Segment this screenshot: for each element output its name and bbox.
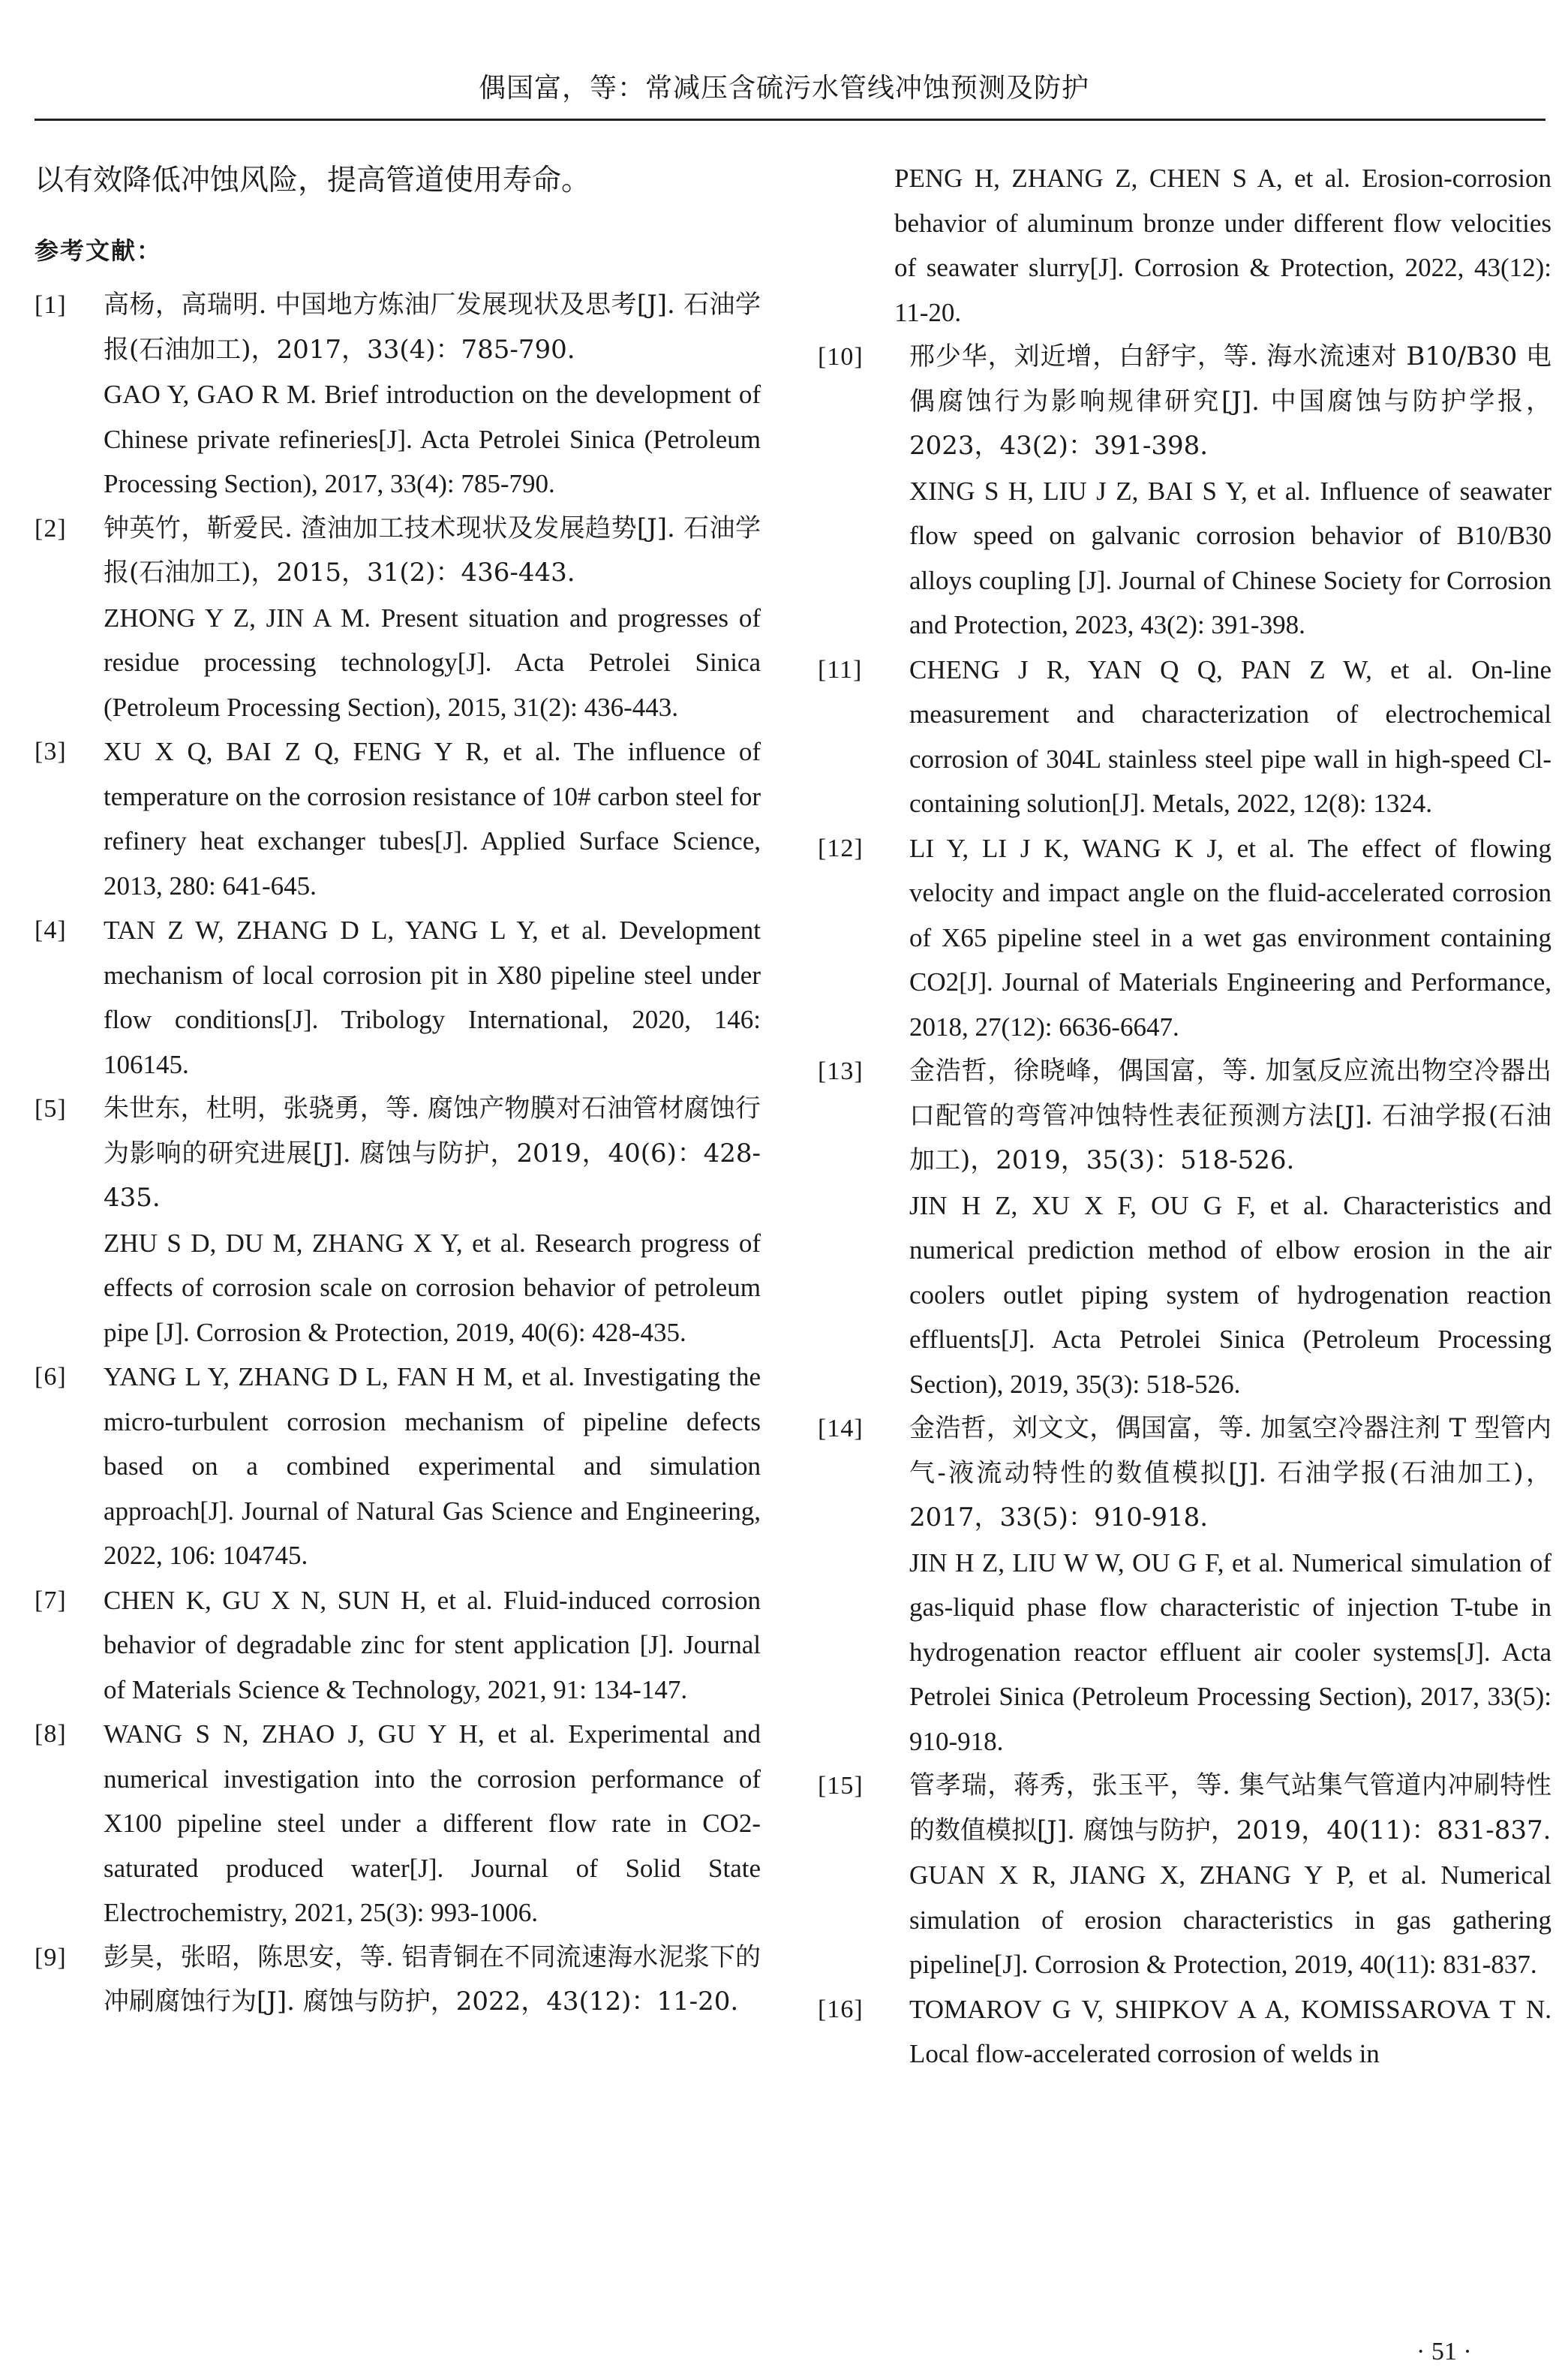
- reference-number: [11]: [818, 655, 863, 684]
- reference-en: JIN H Z, XU X F, OU G F, et al. Characteristics and numerical prediction method of elbow erosion in the air coolers outlet piping system of hydrogenation reaction effluents[J]. Acta Petrolei Sinica (Petroleum Processing Section), 2019, 35(3): 518-526.: [909, 1190, 1551, 1399]
- reference-2: [35, 507, 761, 730]
- reference-cn: 邢少华，刘近增，白舒宇，等. 海水流速对 B10/B30 电偶腐蚀行为影响规律研究[J]. 中国腐蚀与防护学报，2023，43(2)：391-398.: [909, 341, 1551, 461]
- reference-number: [6]: [35, 1363, 67, 1391]
- reference-number: [3]: [35, 738, 67, 765]
- reference-number: [4]: [35, 916, 67, 944]
- references-heading: 参考文献：: [35, 236, 163, 265]
- reference-cn: 高杨，高瑞明. 中国地方炼油厂发展现状及思考[J]. 石油学报(石油加工)，2017，33(4)：785-790.: [104, 290, 761, 365]
- reference-number: [1]: [35, 291, 67, 319]
- reference-16: [818, 1987, 1551, 2077]
- reference-5: [35, 1087, 761, 1355]
- reference-en: CHEN K, GU X N, SUN H, et al. Fluid-induced corrosion behavior of degradable zinc for stent application [J]. Journal of Materials Science & Technology, 2021, 91: 134-147.: [104, 1585, 761, 1704]
- reference-number: [12]: [818, 834, 864, 862]
- reference-en: ZHONG Y Z, JIN A M. Present situation and progresses of residue processing technology[J]. Acta Petrolei Sinica (Petroleum Processing Section), 2015, 31(2): 436-443.: [104, 603, 761, 722]
- reference-6: [35, 1355, 761, 1578]
- reference-en: TOMAROV G V, SHIPKOV A A, KOMISSAROVA T N. Local flow-accelerated corrosion of welds in: [909, 1994, 1551, 2068]
- reference-en: GUAN X R, JIANG X, ZHANG Y P, et al. Numerical simulation of erosion characteristics in gas gathering pipeline[J]. Corrosion & Protection, 2019, 40(11): 831-837.: [909, 1860, 1551, 1979]
- reference-number: [13]: [818, 1057, 864, 1085]
- reference-14: [818, 1406, 1551, 1764]
- reference-15: [818, 1764, 1551, 1987]
- reference-cn: 金浩哲，徐晓峰，偶国富，等. 加氢反应流出物空冷器出口配管的弯管冲蚀特性表征预测方法[J]. 石油学报(石油加工)，2019，35(3)：518-526.: [909, 1056, 1551, 1175]
- reference-13: [818, 1049, 1551, 1406]
- reference-number: [2]: [35, 514, 67, 543]
- header-rule: [35, 119, 1545, 121]
- reference-number: [15]: [818, 1772, 864, 1800]
- reference-number: [9]: [35, 1943, 67, 1971]
- reference-en: JIN H Z, LIU W W, OU G F, et al. Numerical simulation of gas-liquid phase flow characteristic of injection T-tube in hydrogenation reactor effluent air cooler systems[J]. Acta Petrolei Sinica (Petroleum Processing Section), 2017, 33(5): 910-918.: [909, 1547, 1551, 1756]
- right-column: [818, 156, 1551, 2077]
- reference-9-continued: [818, 156, 1551, 335]
- page-number: · 51 ·: [1416, 2338, 1472, 2365]
- left-column: [35, 150, 761, 2025]
- reference-number: [5]: [35, 1095, 67, 1123]
- reference-cn: 彭昊，张昭，陈思安，等. 铝青铜在不同流速海水泥浆下的冲刷腐蚀行为[J]. 腐蚀与防护，2022，43(12)：11-20.: [104, 1941, 761, 2017]
- reference-cn: 金浩哲，刘文文，偶国富，等. 加氢空冷器注剂 T 型管内气-液流动特性的数值模拟[J]. 石油学报(石油加工)，2017，33(5)：910-918.: [909, 1413, 1551, 1532]
- reference-en: XING S H, LIU J Z, BAI S Y, et al. Influence of seawater flow speed on galvanic corrosion behavior of B10/B30 alloys coupling [J]. Journal of Chinese Society for Corrosion and Protection, 2023, 43(2): 391-398.: [909, 476, 1551, 639]
- reference-3: [35, 729, 761, 908]
- reference-cn: 管孝瑞，蒋秀，张玉平，等. 集气站集气管道内冲刷特性的数值模拟[J]. 腐蚀与防护，2019，40(11)：831-837.: [909, 1770, 1551, 1845]
- reference-en: XU X Q, BAI Z Q, FENG Y R, et al. The influence of temperature on the corrosion resistance of 10# carbon steel for refinery heat exchanger tubes[J]. Applied Surface Science, 2013, 280: 641-645.: [104, 737, 761, 901]
- running-header: 偶国富，等：常减压含硫污水管线冲蚀预测及防护: [478, 73, 1089, 104]
- reference-en: YANG L Y, ZHANG D L, FAN H M, et al. Investigating the micro-turbulent corrosion mechanism of pipeline defects based on a combined experimental and simulation approach[J]. Journal of Natural Gas Science and Engineering, 2022, 106: 104745.: [104, 1362, 761, 1570]
- reference-4: [35, 908, 761, 1087]
- reference-9: [35, 1935, 761, 2025]
- reference-cn: 朱世东，杜明，张骁勇，等. 腐蚀产物膜对石油管材腐蚀行为影响的研究进展[J]. 腐蚀与防护，2019，40(6)：428-435.: [104, 1093, 761, 1213]
- reference-en: GAO Y, GAO R M. Brief introduction on the development of Chinese private refineries[J]. Acta Petrolei Sinica (Petroleum Processing Section), 2017, 33(4): 785-790.: [104, 380, 761, 498]
- reference-en: CHENG J R, YAN Q Q, PAN Z W, et al. On-line measurement and characterization of electrochemical corrosion of 304L stainless steel pipe wall in high-speed Cl-containing solution[J]. Metals, 2022, 12(8): 1324.: [909, 654, 1551, 818]
- reference-number: [14]: [818, 1415, 864, 1442]
- reference-en: PENG H, ZHANG Z, CHEN S A, et al. Erosion-corrosion behavior of aluminum bronze under different flow velocities of seawater slurry[J]. Corrosion & Protection, 2022, 43(12): 11-20.: [894, 164, 1551, 327]
- reference-en: WANG S N, ZHAO J, GU Y H, et al. Experimental and numerical investigation into the corrosion performance of X100 pipeline steel under a different flow rate in CO2-saturated produced water[J]. Journal of Solid State Electrochemistry, 2021, 25(3): 993-1006.: [104, 1719, 761, 1927]
- reference-8: [35, 1712, 761, 1935]
- reference-number: [7]: [35, 1586, 67, 1614]
- reference-en: LI Y, LI J K, WANG K J, et al. The effect of flowing velocity and impact angle on the fluid-accelerated corrosion of X65 pipeline steel in a wet gas environment containing CO2[J]. Journal of Materials Engineering and Performance, 2018, 27(12): 6636-6647.: [909, 833, 1551, 1042]
- reference-en: ZHU S D, DU M, ZHANG X Y, et al. Research progress of effects of corrosion scale on corrosion behavior of petroleum pipe [J]. Corrosion & Protection, 2019, 40(6): 428-435.: [104, 1228, 761, 1347]
- reference-12: [818, 826, 1551, 1050]
- reference-en: TAN Z W, ZHANG D L, YANG L Y, et al. Development mechanism of local corrosion pit in X80 pipeline steel under flow conditions[J]. Tribology International, 2020, 146: 106145.: [104, 916, 761, 1079]
- reference-11: [818, 648, 1551, 826]
- intro-text: 以有效降低冲蚀风险，提高管道使用寿命。: [35, 164, 591, 197]
- reference-number: [8]: [35, 1720, 67, 1748]
- reference-7: [35, 1578, 761, 1713]
- reference-number: [10]: [818, 343, 864, 371]
- reference-number: [16]: [818, 1995, 864, 2023]
- reference-10: [818, 335, 1551, 648]
- reference-cn: 钟英竹，靳爱民. 渣油加工技术现状及发展趋势[J]. 石油学报(石油加工)，2015，31(2)：436-443.: [104, 513, 761, 588]
- reference-1: [35, 283, 761, 507]
